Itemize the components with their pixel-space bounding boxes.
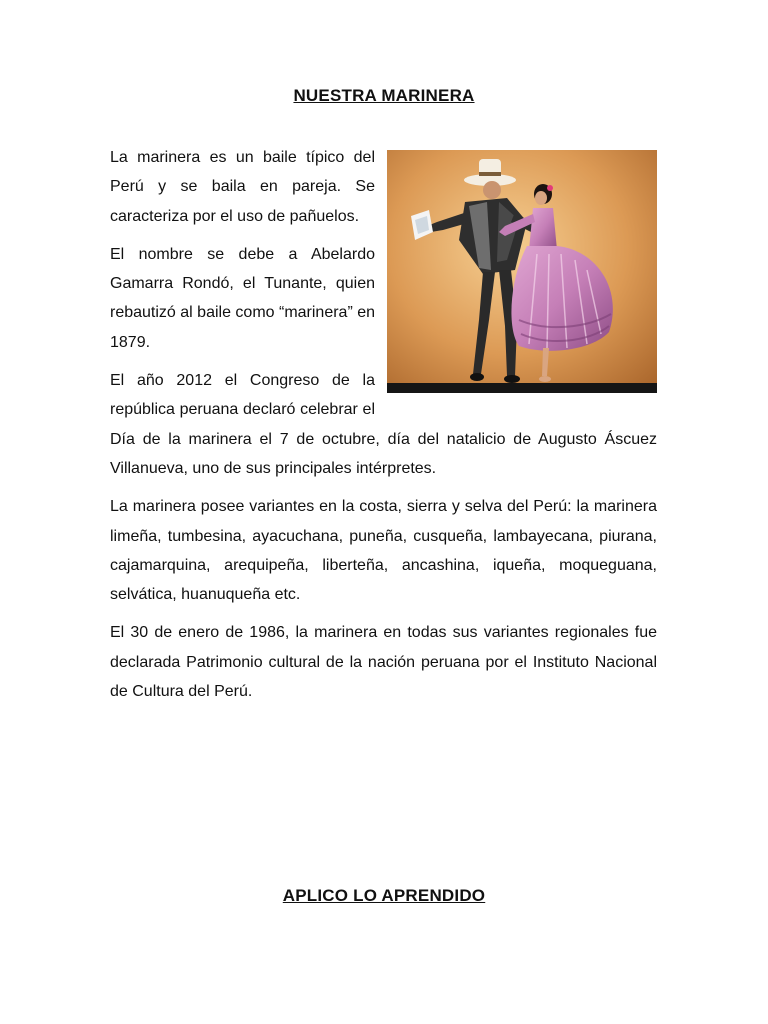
paragraph-variants: La marinera posee variantes en la costa, sierra y selva del Perú: la marinera limeña, tumbesina, ayacuchana, puneña, cusqueña, lambayecana, piurana, cajamarquina, arequipeña, liberteña, ancashina, iqueña, moqueguana, selvática, huanuqueña etc. — [110, 498, 657, 604]
dancers-photo-image — [387, 150, 657, 393]
section-title: APLICO LO APRENDIDO — [282, 886, 486, 905]
paragraph-intro: La marinera es un baile típico del Perú y se baila en pareja. Se caracteriza por el uso de pañuelos. — [110, 149, 375, 225]
paragraph-name-origin: El nombre se debe a Abelardo Gamarra Rondó, el Tunante, quien rebautizó al baile como “marinera” en 1879. — [110, 245, 376, 351]
paragraph-heritage: El 30 de enero de 1986, la marinera en todas sus variantes regionales fue declarada Patrimonio cultural de la nación peruana por el Instituto Nacional de Cultura del Perú. — [110, 624, 657, 701]
page-title: NUESTRA MARINERA — [293, 86, 475, 105]
dancers-photo — [387, 150, 657, 393]
body-content — [110, 143, 657, 715]
paragraph-national-day: El año 2012 el Congreso de la república peruana declaró celebrar el Día de la marinera el 7 de octubre, día del natalicio de Augusto Áscuez Villanueva, uno de sus principales intérpretes. — [110, 372, 657, 477]
